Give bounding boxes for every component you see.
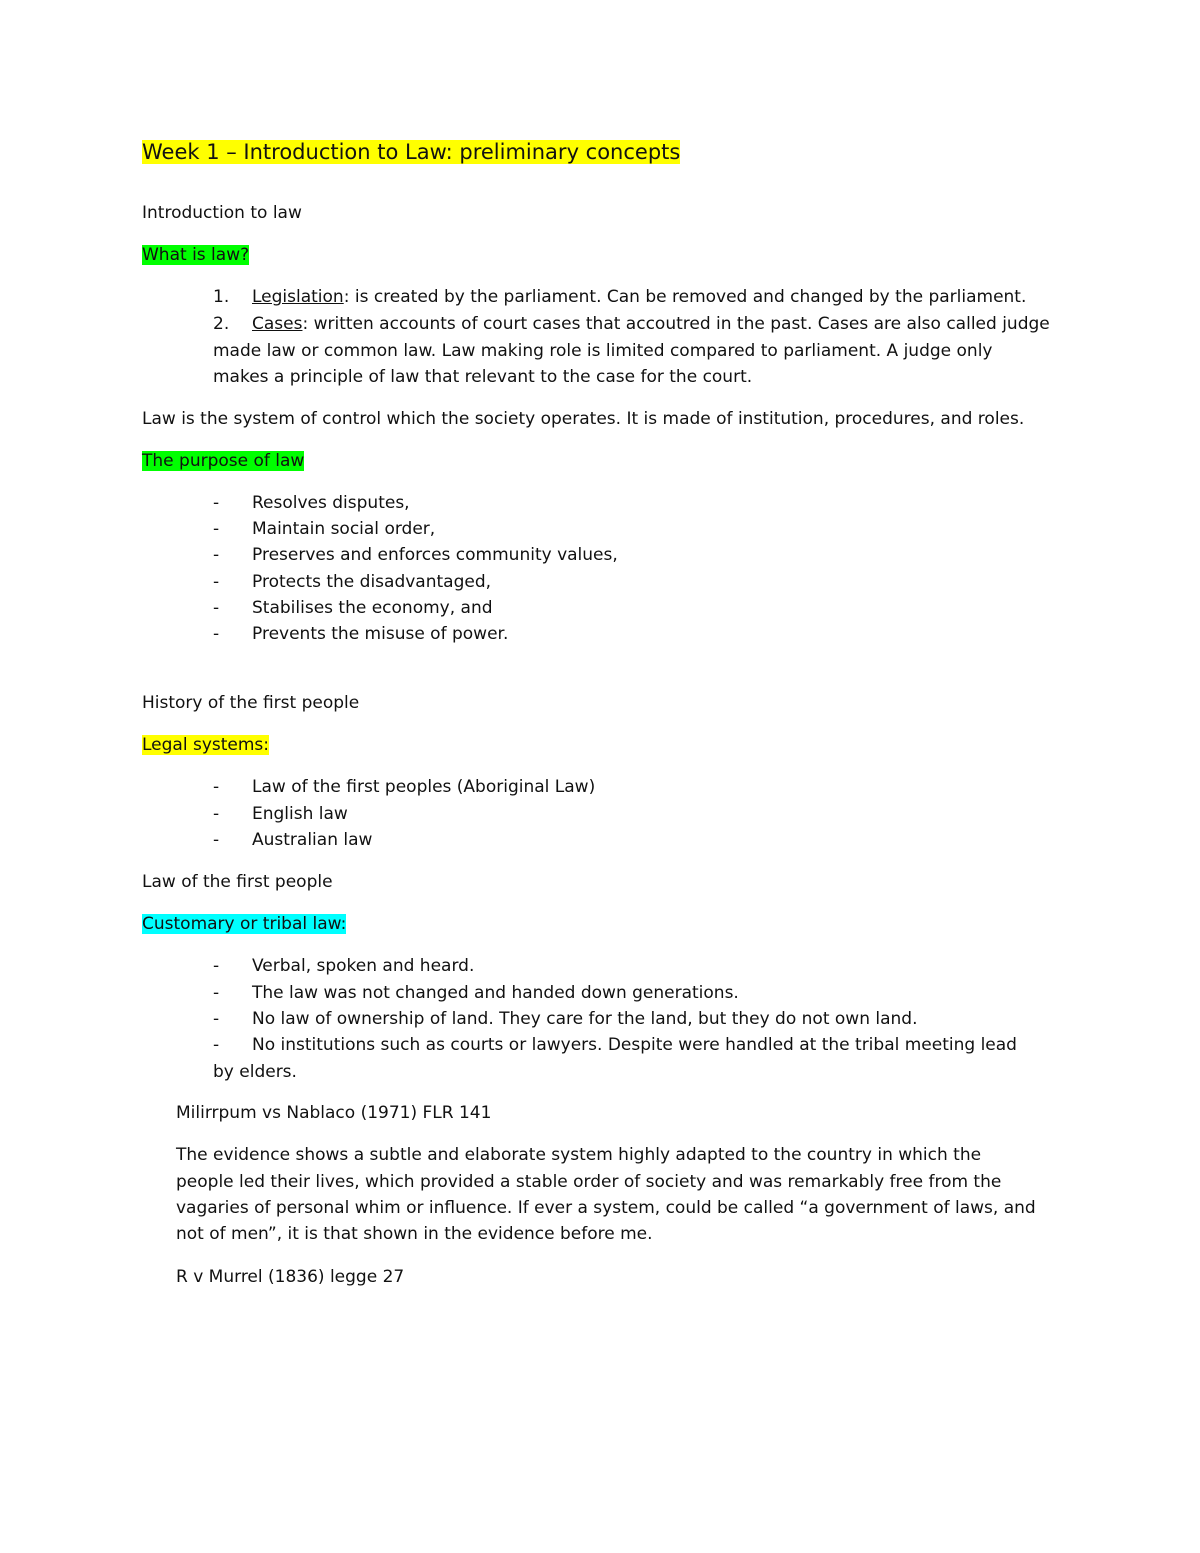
item-2-rest: : written accounts of court cases that accoutred in the past. Cases are also called judge xyxy=(302,314,1050,334)
bullet-dash: - xyxy=(213,777,220,797)
customary-heading xyxy=(142,913,346,935)
history-heading: History of the first people xyxy=(142,693,360,713)
page-title xyxy=(142,141,680,163)
bullet-dash: - xyxy=(213,830,220,850)
case-citation: R v Murrel (1836) legge 27 xyxy=(176,1267,405,1287)
bullet-dash: - xyxy=(213,956,220,976)
bullet-dash: - xyxy=(213,1009,220,1029)
purpose-item: Resolves disputes, xyxy=(252,493,410,513)
item-2-number: 2. xyxy=(213,314,230,334)
quote-line: The evidence shows a subtle and elaborate system highly adapted to the country in which the xyxy=(176,1145,982,1165)
bullet-dash: - xyxy=(213,624,220,644)
bullet-dash: - xyxy=(213,545,220,565)
customary-continuation: by elders. xyxy=(213,1062,297,1082)
bullet-dash: - xyxy=(213,493,220,513)
purpose-heading-text: The purpose of law xyxy=(142,451,305,471)
quote-line: people led their lives, which provided a stable order of society and was remarkably free from the xyxy=(176,1172,1002,1192)
customary-item: No institutions such as courts or lawyers. Despite were handled at the tribal meeting lead xyxy=(252,1035,1017,1055)
item-2 xyxy=(252,313,1050,335)
bullet-dash: - xyxy=(213,983,220,1003)
legal-system-item: English law xyxy=(252,804,348,824)
purpose-item: Protects the disadvantaged, xyxy=(252,572,492,592)
customary-item: The law was not changed and handed down generations. xyxy=(252,983,739,1003)
customary-item: Verbal, spoken and heard. xyxy=(252,956,475,976)
item-2-term: Cases xyxy=(252,314,303,334)
bullet-dash: - xyxy=(213,572,220,592)
item-2-continuation-2: makes a principle of law that relevant to the case for the court. xyxy=(213,367,753,387)
customary-heading-text: Customary or tribal law: xyxy=(142,914,347,934)
item-1 xyxy=(252,286,1026,308)
law-system-paragraph: Law is the system of control which the society operates. It is made of institution, procedures, and roles. xyxy=(142,409,1025,429)
customary-item: No law of ownership of land. They care for the land, but they do not own land. xyxy=(252,1009,918,1029)
purpose-heading xyxy=(142,450,304,472)
quote-line: vagaries of personal whim or influence. If ever a system, could be called “a government of laws, and xyxy=(176,1198,1036,1218)
purpose-item: Stabilises the economy, and xyxy=(252,598,493,618)
quote-line: not of men”, it is that shown in the evidence before me. xyxy=(176,1224,653,1244)
case-citation: Milirrpum vs Nablaco (1971) FLR 141 xyxy=(176,1103,492,1123)
legal-system-item: Law of the first peoples (Aboriginal Law) xyxy=(252,777,596,797)
item-1-term: Legislation xyxy=(252,287,344,307)
intro-heading: Introduction to law xyxy=(142,203,302,223)
purpose-item: Maintain social order, xyxy=(252,519,436,539)
legal-systems-heading xyxy=(142,734,269,756)
title-text: Week 1 – Introduction to Law: preliminary concepts xyxy=(142,140,681,164)
law-first-people-heading: Law of the first people xyxy=(142,872,333,892)
legal-system-item: Australian law xyxy=(252,830,373,850)
bullet-dash: - xyxy=(213,1035,220,1055)
item-1-rest: : is created by the parliament. Can be removed and changed by the parliament. xyxy=(343,287,1027,307)
purpose-item: Prevents the misuse of power. xyxy=(252,624,509,644)
bullet-dash: - xyxy=(213,519,220,539)
bullet-dash: - xyxy=(213,598,220,618)
item-1-number: 1. xyxy=(213,287,230,307)
purpose-item: Preserves and enforces community values, xyxy=(252,545,618,565)
what-is-law-text: What is law? xyxy=(142,245,250,265)
item-2-continuation-1: made law or common law. Law making role is limited compared to parliament. A judge only xyxy=(213,341,993,361)
bullet-dash: - xyxy=(213,804,220,824)
what-is-law-heading xyxy=(142,244,249,266)
legal-systems-heading-text: Legal systems: xyxy=(142,735,270,755)
